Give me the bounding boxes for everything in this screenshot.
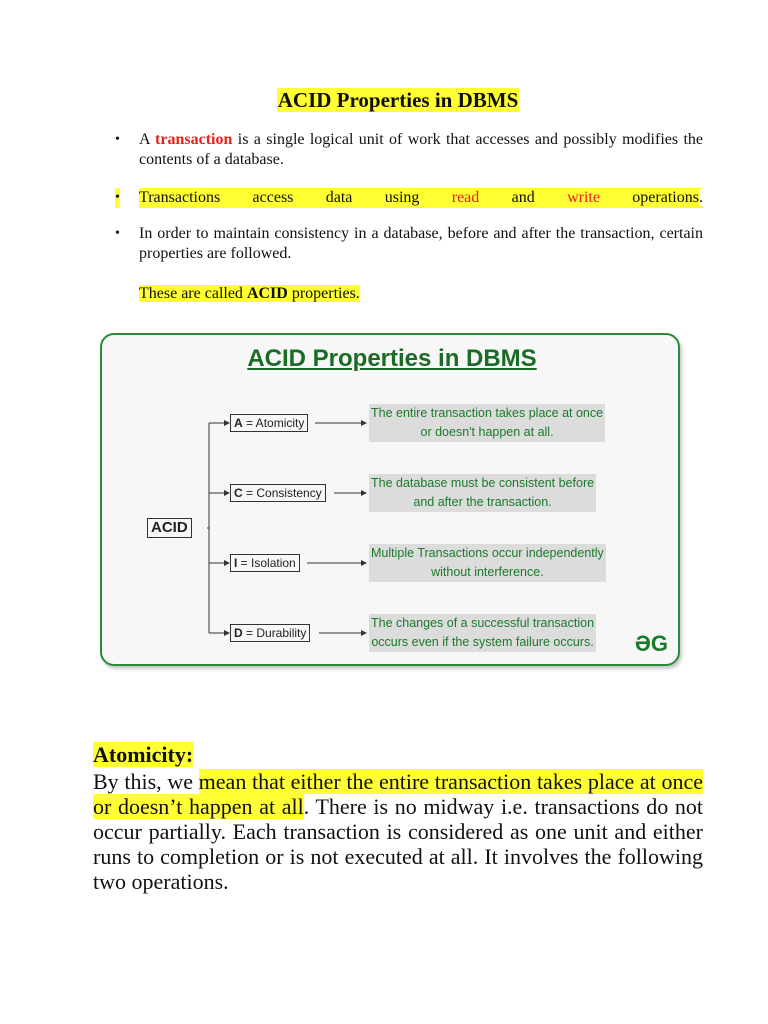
word: and bbox=[511, 189, 535, 206]
prop-name: = Durability bbox=[242, 626, 307, 640]
bullet-dot-icon: • bbox=[115, 188, 120, 208]
consistency-box bbox=[230, 484, 326, 502]
desc-line: occurs even if the system failure occurs. bbox=[371, 635, 594, 649]
prop-letter: D bbox=[234, 626, 243, 640]
bullet-list bbox=[113, 130, 703, 264]
atomicity-heading-text: Atomicity: bbox=[93, 742, 194, 767]
atomicity-heading bbox=[93, 742, 193, 768]
desc-line: The changes of a successful transaction bbox=[371, 616, 595, 630]
desc-line: or doesn't happen at all. bbox=[420, 425, 554, 439]
para-highlight: mean that either the entire transaction takes place at once or doesn’t happen at all bbox=[93, 769, 704, 819]
prop-letter: C bbox=[234, 486, 243, 500]
para-text: . There is no midway i.e. transactions do not occur partially. Each transaction is considered as one unit and either runs to completion or is not executed at all. It involves the following two operations. bbox=[93, 794, 703, 894]
bullet-text: In order to maintain consistency in a database, before and after the transaction, certain properties are followed. bbox=[139, 225, 703, 262]
gfg-logo-icon: ƏG bbox=[634, 631, 668, 656]
bullet-transaction bbox=[113, 130, 703, 170]
word: using bbox=[384, 189, 420, 206]
prop-letter: A bbox=[234, 416, 243, 430]
desc-line: The database must be consistent before bbox=[371, 476, 595, 490]
bullet-operations bbox=[113, 188, 703, 208]
durability-box bbox=[230, 624, 310, 642]
prop-name: = Consistency bbox=[242, 486, 322, 500]
page-title bbox=[0, 88, 768, 113]
acid-root-box: ACID bbox=[147, 518, 192, 538]
bullet-row bbox=[139, 188, 703, 208]
word: data bbox=[325, 189, 353, 206]
period: . bbox=[698, 189, 703, 206]
desc-line: Multiple Transactions occur independently bbox=[371, 546, 604, 560]
bullet-dot-icon: • bbox=[115, 226, 120, 241]
prop-name: = Isolation bbox=[237, 556, 296, 570]
called-acid: ACID bbox=[246, 285, 288, 302]
word: access bbox=[252, 189, 294, 206]
word: operations bbox=[632, 189, 699, 206]
keyword-write: write bbox=[567, 189, 600, 206]
desc-line: and after the transaction. bbox=[413, 495, 552, 509]
bullet-dot-icon: • bbox=[115, 132, 120, 147]
called-pre: These are called bbox=[139, 285, 243, 302]
atomicity-box bbox=[230, 414, 308, 432]
consistency-description bbox=[369, 474, 596, 512]
isolation-box bbox=[230, 554, 300, 572]
para-text: By this, we bbox=[93, 769, 193, 794]
desc-line: without interference. bbox=[431, 565, 544, 579]
word: Transactions bbox=[139, 189, 221, 206]
acid-diagram bbox=[100, 333, 680, 666]
bullet-text: is a single logical unit of work that accesses and possibly modifies the contents of a database. bbox=[139, 131, 704, 168]
prop-name: = Atomicity bbox=[242, 416, 305, 430]
atomicity-description bbox=[369, 404, 605, 442]
bullet-text: A bbox=[139, 131, 150, 148]
called-post: properties. bbox=[291, 285, 360, 302]
keyword-read: read bbox=[451, 189, 480, 206]
prop-letter: I bbox=[234, 556, 238, 570]
atomicity-paragraph bbox=[93, 769, 703, 894]
bullet-consistency bbox=[113, 224, 703, 264]
acid-called-line bbox=[139, 285, 360, 303]
desc-line: The entire transaction takes place at once bbox=[371, 406, 604, 420]
diagram-title: ACID Properties in DBMS bbox=[247, 345, 537, 372]
durability-description bbox=[369, 614, 596, 652]
isolation-description bbox=[369, 544, 606, 582]
page-title-text: ACID Properties in DBMS bbox=[277, 88, 519, 112]
keyword-transaction: transaction bbox=[155, 131, 233, 148]
